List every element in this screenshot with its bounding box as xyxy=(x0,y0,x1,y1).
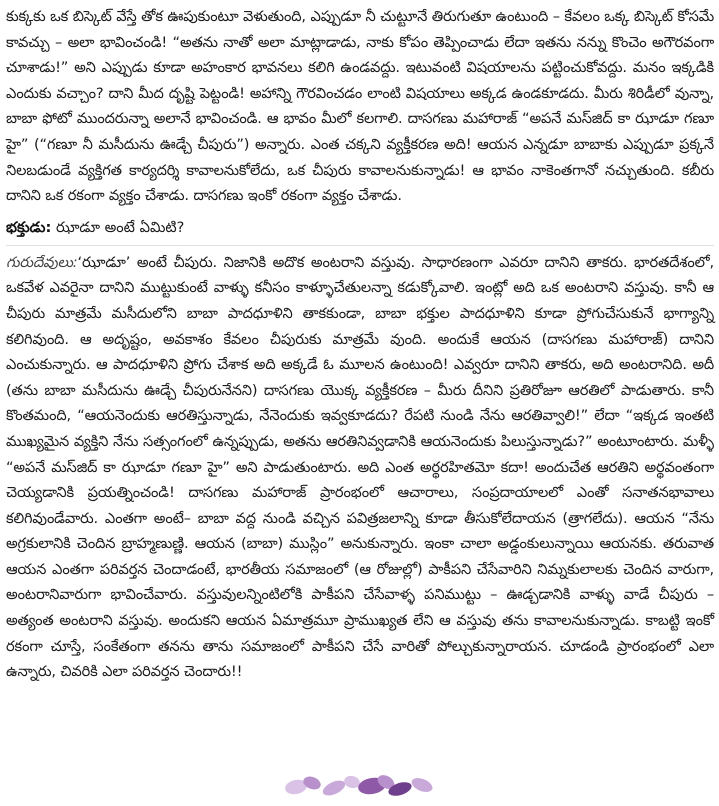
devotee-label: భక్తుడు: xyxy=(6,218,52,236)
guru-label: గురుదేవులు: xyxy=(6,253,78,271)
opening-paragraph: కుక్కకు ఒక బిస్కెట్ వేస్తే తోక ఊపుకుంటూ వెళుతుంది, ఎప్పుడూ నీ చుట్టూనే తిరుగుతూ ఉంటుంది – కేవలం ఒక్క బిస్కెట్ కోసమే కావచ్చు – అలా భావించండి! “అతను నాతో అలా మాట్లాడాడు, నాకు కోపం తెప్పించాడు లేదా ఇతను నన్ను కొంచెం అగౌరవంగా చూశాడు!” అని ఎప్పుడు కూడా అహంకార భావనలు కలిగి ఉండవద్దు. ఇటువంటి విషయాలను పట్టించుకోవద్దు. మనం ఇక్కడికి ఎందుకు వచ్చాం? దాని మీద దృష్టి పెట్టండి! అహాన్ని గౌరవించడం లాంటి విషయాలు అక్కడ ఉండకూడదు. మీరు శిరిడీలో వున్నా, బాబా ఫోటో ముందరున్నా అలానే భావించండి. ఆ భావం మీలో కలగాలి. దాసగణు మహారాజ్ “అపనే మస్‌జిద్ కా ఝాడూ గణూ హై” (“గణూ నీ మసీదును ఊడ్చే చీపురు”) అన్నారు. ఎంత చక్కని వ్యక్తీకరణ అది! ఆయన ఎన్నడూ బాబాకు ఎప్పుడూ ప్రక్కనే నిలబడుండే వ్యక్తిగత కార్యదర్శి కావాలనుకోలేదు, ఒక చీపురు కావాలనుకున్నాడు! ఆ భావం నాకెంతగానో నచ్చుతుంది. కబీరు దానిని ఒక రకంగా వ్యక్తం చేశాడు. దాసగణు ఇంకో రకంగా వ్యక్తం చేశాడు. xyxy=(6,8,714,205)
petal-icon xyxy=(410,775,435,794)
section-divider xyxy=(6,245,714,246)
petal-icon xyxy=(321,777,348,798)
answer-paragraph xyxy=(6,250,714,685)
devotee-question xyxy=(6,215,714,240)
question-text: ఝాడూ అంటే ఏమిటి? xyxy=(55,218,185,236)
article-body xyxy=(6,4,714,685)
answer-text: ‘ఝాడూ’ అంటే చీపురు. నిజానికి అదొక అంటరాని వస్తువు. సాధారణంగా ఎవరూ దానిని తాకరు. భారతదేశంలో, ఒకవేళ ఎవరైనా దానిని ముట్టుకుంటే వాళ్ళు కనీసం కాళ్ళూచేతులన్నా కడుక్కోవాలి. ఇంట్లో అది ఒక అంటరాని వస్తువు. కానీ ఆ చీపురు మాత్రమే మసీదులోని బాబా పాదధూళిని తాకకుండా, బాబా భక్తుల పాదధూళిని కూడా ప్రోగుచేసుకునే భాగ్యాన్ని కలిగివుంది. ఆ అదృష్టం, అవకాశం కేవలం చీపురుకు మాత్రమే వుంది. అందుకే ఆయన (దాసగణు మహారాజ్) దానిని ఎంచుకున్నారు. ఆ పాదధూళిని ప్రోగు చేశాక అది అక్కడే ఓ మూలన ఉంటుంది! ఎవ్వరూ దానిని తాకరు, అది అంటరానిది. అదీ (తను బాబా మసీదును ఊడ్చే చీపురునేనని) దాసగణు యొక్క వ్యక్తీకరణ – మీరు దీనిని ప్రతిరోజూ ఆరతిలో పాడుతారు. కానీ కొంతమంది, “ఆయనెందుకు ఆరతిస్తున్నాడు, నేనెందుకు ఇవ్వకూడదు? రేపటి నుండి నేను ఆరతివ్వాలి!” లేదా “ఇక్కడ ఇంతటి ముఖ్యమైన వ్యక్తిని నేను సత్సంగంలో ఉన్నప్పుడు, అతను ఆరతినివ్వడానికి ఆయనెందుకు పిలుస్తున్నాడు?” అంటూంటారు. మళ్ళీ “అపనే మస్‌జిద్ కా ఝాడూ గణూ హై” అని పాడుతుంటారు. అది ఎంత అర్థరహితమో కదా! అందుచేత ఆరతిని అర్థవంతంగా చెయ్యడానికి ప్రయత్నించండి! దాసగణు మహారాజ్ ప్రారంభంలో ఆచారాలు, సంప్రదాయాలలో ఎంతో సనాతనభావాలు కలిగివుండేవారు. ఎంతగా అంటే– బాబా వద్ద నుండి వచ్చిన పవిత్రజలాన్ని కూడా తీసుకోలేదాయన (త్రాగలేదు). ఆయన “నేను అగ్రకులానికి చెందిన బ్రాహ్మణుణ్ణి. ఆయన (బాబా) ముస్లిం” అనుకున్నారు. ఇంకా చాలా అడ్డంకులున్నాయి ఆయనకు. తరువాత ఆయన ఎంతగా పరివర్తన చెందాడంటే, భారతీయ సమాజంలో (ఆ రోజుల్లో) పాకీపని చేసేవారిని నిమ్నకులాలకు చెందిన వారుగా, అంటరానివారుగా భావించేవారు. వస్తువులన్నింటిలోకి పాకీపని చేసేవాళ్ళ పనిముట్టు – ఊడ్చడానికి వాళ్ళు వాడే చీపురు – అత్యంత అంటరాని వస్తువు. అందుకని ఆయన ఏమాత్రమూ ప్రాముఖ్యత లేని ఆ వస్తువు తను కావాలనుకున్నాడు. కాబట్టి ఇంకో రకంగా చూస్తే, సంకేతంగా తనను తాను సమాజంలో పాకీపని చేసే వారితో పోల్చుకున్నారాయన. చూడండి ప్రారంభంలో ఎలా ఉన్నారు, చివరికి ఎలా పరివర్తన చెందారు!! xyxy=(6,253,714,681)
rose-petals-divider-icon xyxy=(282,770,442,798)
